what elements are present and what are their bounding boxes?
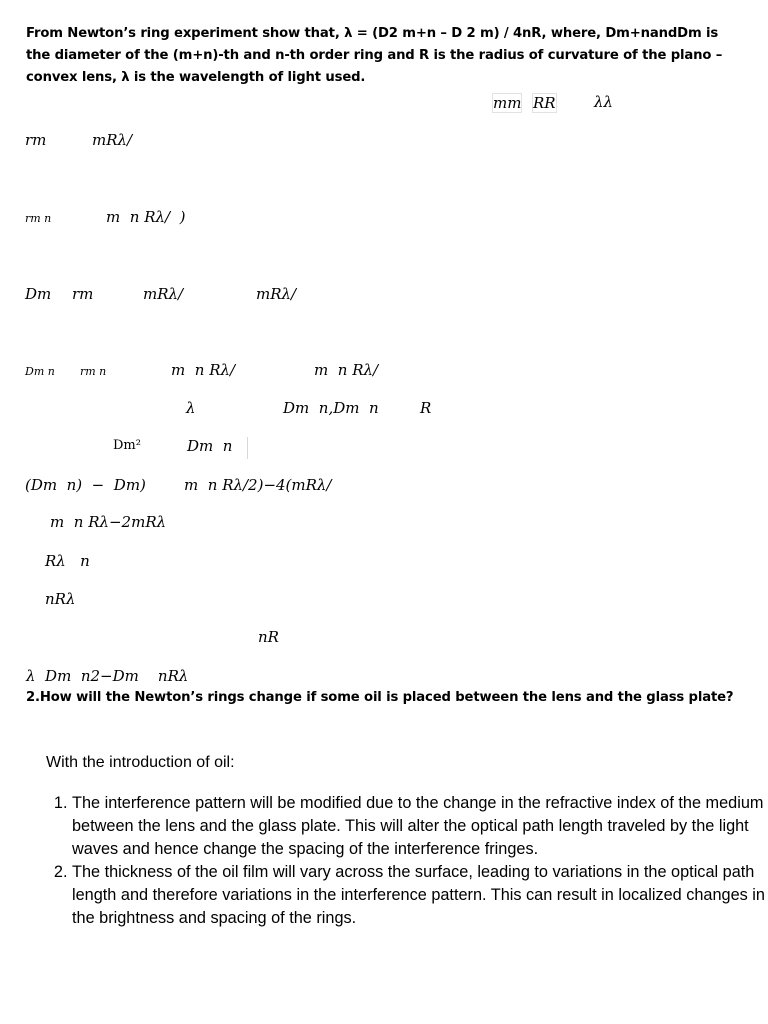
math-fragment: m n Rλ/2)−4(mRλ/ [184, 476, 332, 494]
math-fragment: nRλ [45, 590, 76, 608]
math-fragment: Dm [25, 285, 52, 303]
math-fragment: mRλ/ [92, 131, 133, 149]
math-fragment: Dm² [113, 438, 141, 453]
math-fragment: rm [25, 131, 47, 149]
math-fragment: nR [258, 628, 279, 646]
list-item: 2. The thickness of the oil film will vary across the surface, leading to variations in the optical path length and therefore variations in the interference pattern. This can result in localized changes in the brightness and spacing of the rings. [72, 861, 768, 930]
question-2-text: 2.How will the Newton’s rings change if some oil is placed between the lens and the glass plate? [26, 690, 734, 705]
math-fragment: rm [72, 285, 94, 303]
math-fragment: Dm n [187, 437, 233, 455]
math-fragment: Dm n [25, 365, 55, 378]
math-fragment: λ [186, 399, 196, 417]
question-1-text: From Newton’s ring experiment show that, λ = (D2 m+n – D 2 m) / 4nR, where, Dm+nandDm is the diameter of the (m+n)-th and n-th order ring and R is the radius of curvature of the plano – convex lens, λ is the wavelength of light used. [26, 26, 723, 85]
math-fragment: m n Rλ/ [314, 361, 379, 379]
math-fragment: m n Rλ/ [171, 361, 236, 379]
math-fragment: Dm n,Dm n [283, 399, 379, 417]
math-fragment: rm n [25, 212, 52, 225]
math-fragment: m n Rλ/ ) [106, 208, 186, 226]
math-fragment: RR [533, 94, 556, 112]
math-fragment: λλ [594, 93, 614, 111]
math-fragment: rm n [80, 365, 107, 378]
math-fragment: mRλ/ [143, 285, 184, 303]
cursor-divider [247, 437, 248, 459]
list-item: 1. The interference pattern will be modified due to the change in the refractive index of the medium between the lens and the glass plate. This will alter the optical path length traveled by the light waves and hence change the spacing of the interference fringes. [72, 792, 768, 861]
answer-list [46, 792, 768, 930]
math-fragment: R [420, 399, 432, 417]
answer-intro: With the introduction of oil: [46, 754, 235, 771]
math-fragment: mm [493, 94, 522, 112]
math-fragment: mRλ/ [256, 285, 297, 303]
math-fragment: (Dm n) − Dm) [25, 476, 146, 494]
math-fragment: m n Rλ−2mRλ [50, 513, 167, 531]
math-fragment: λ Dm n2−Dm nRλ [26, 667, 189, 685]
math-fragment: Rλ n [45, 552, 90, 570]
